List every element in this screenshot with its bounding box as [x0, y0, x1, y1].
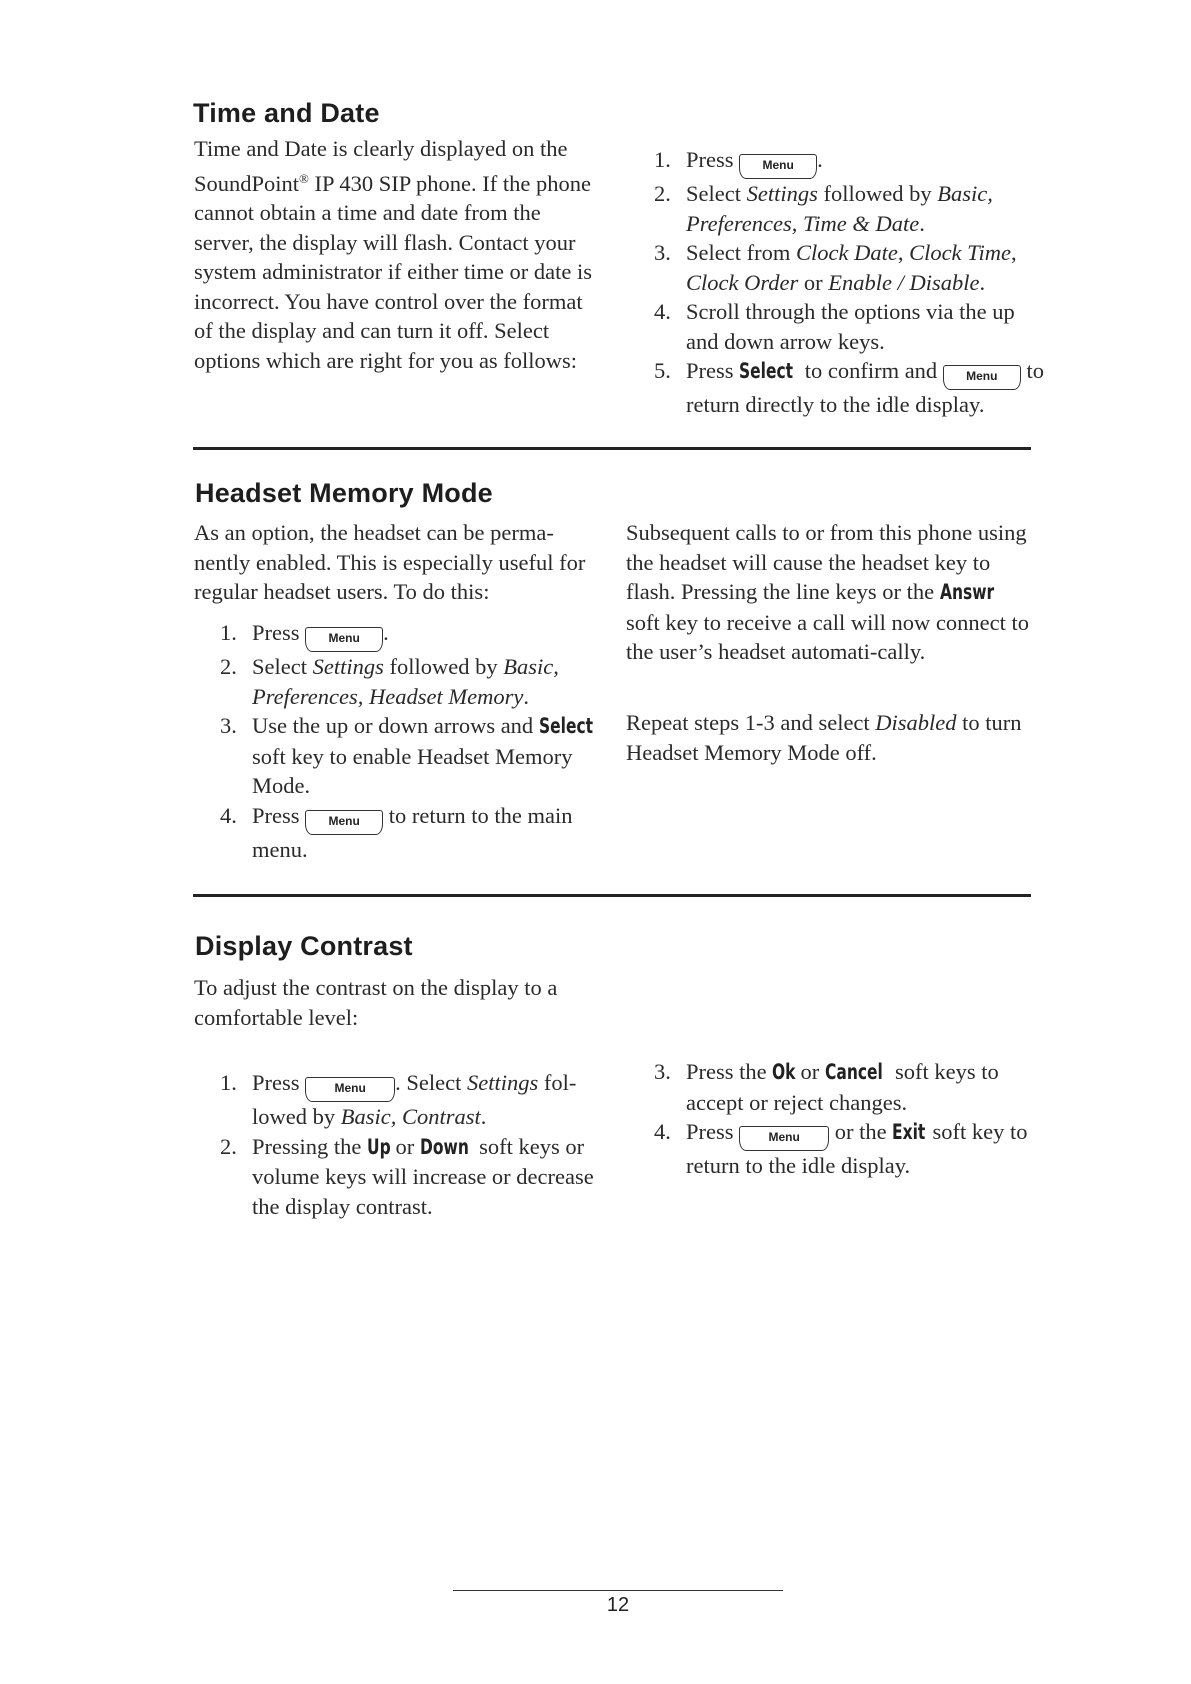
- menu-key-icon: Menu: [739, 1126, 829, 1151]
- section-divider: [193, 894, 1031, 897]
- exit-softkey-label: Exit: [892, 1120, 926, 1144]
- ok-softkey-label: Ok: [772, 1060, 796, 1084]
- list-item: 3. Use the up or down arrows and Select soft key to enable Headset Memory Mode.: [220, 713, 593, 798]
- menu-key-icon: Menu: [305, 810, 383, 835]
- section-heading-headset-memory: Headset Memory Mode: [195, 478, 493, 508]
- headset-repeat-paragraph: Repeat steps 1-3 and select Disabled to turn Headset Memory Mode off.: [626, 710, 1022, 765]
- list-item: 3. Press the Ok or Cancel soft keys to accept or reject changes.: [654, 1059, 999, 1115]
- list-item: 2. Select Settings followed by Basic, Preferences, Headset Memory.: [220, 654, 559, 709]
- list-item: 1. Press Menu .: [220, 618, 600, 652]
- headset-intro: As an option, the headset can be perma-nently enabled. This is especially useful for regular headset users. To do this:: [194, 520, 586, 604]
- headset-right-paragraph: Subsequent calls to or from this phone using the headset will cause the headset key to flash. Pressing the line keys or the Answr soft key to receive a call will now connect to the user’s headset automati-cally.: [626, 520, 1029, 664]
- list-item: 2. Select Settings followed by Basic, Preferences, Time & Date.: [654, 181, 993, 236]
- list-item: 4. Scroll through the options via the up and down arrow keys.: [654, 299, 1015, 354]
- select-softkey-label: Select: [538, 714, 593, 738]
- list-item: 3. Select from Clock Date, Clock Time, Clock Order or Enable / Disable.: [654, 240, 1017, 295]
- list-item: 4. Press Menu or the Exit soft key to return to the idle display.: [654, 1119, 1028, 1178]
- up-softkey-label: Up: [367, 1134, 391, 1159]
- menu-key-icon: Menu: [739, 154, 817, 179]
- time-date-intro: Time and Date is clearly displayed on the SoundPoint® IP 430 SIP phone. If the phone cannot obtain a time and date from the server, the display will flash. Contact your system administrator if either time or date is incorrect. You have control over the format of the display and can turn it off. Select options which are right for you as follows:: [194, 136, 593, 373]
- list-item: 2. Pressing the Up or Down soft keys or volume keys will increase or decrease the display contrast.: [220, 1133, 594, 1219]
- contrast-intro: To adjust the contrast on the display to a comfortable level:: [194, 975, 558, 1030]
- section-heading-time-date: Time and Date: [193, 98, 380, 128]
- time-date-steps: [654, 145, 1046, 420]
- list-item: 1. Press Menu . Select Settings fol-lowed by Basic, Contrast.: [220, 1070, 577, 1129]
- list-item: 1. Press Menu .: [654, 145, 1046, 179]
- page-number: 12: [606, 1594, 630, 1616]
- list-item: 4. Press Menu to return to the main menu.: [220, 802, 573, 862]
- section-divider: [193, 447, 1031, 450]
- footer-divider: [453, 1590, 783, 1591]
- select-softkey-label: Select: [739, 359, 794, 383]
- headset-steps: [220, 618, 600, 864]
- contrast-steps-left: [220, 1068, 600, 1221]
- menu-key-icon: Menu: [943, 365, 1021, 390]
- down-softkey-label: Down: [419, 1134, 469, 1159]
- section-heading-display-contrast: Display Contrast: [195, 931, 413, 961]
- answr-softkey-label: Answr: [939, 580, 994, 604]
- list-item: 5. Press Select to confirm and Menu to return directly to the idle display.: [654, 358, 1044, 417]
- menu-key-icon: Menu: [305, 627, 383, 652]
- cancel-softkey-label: Cancel: [824, 1060, 883, 1084]
- contrast-steps-right: [654, 1057, 1039, 1181]
- registered-mark: ®: [299, 170, 309, 186]
- menu-key-icon: Menu: [305, 1077, 395, 1102]
